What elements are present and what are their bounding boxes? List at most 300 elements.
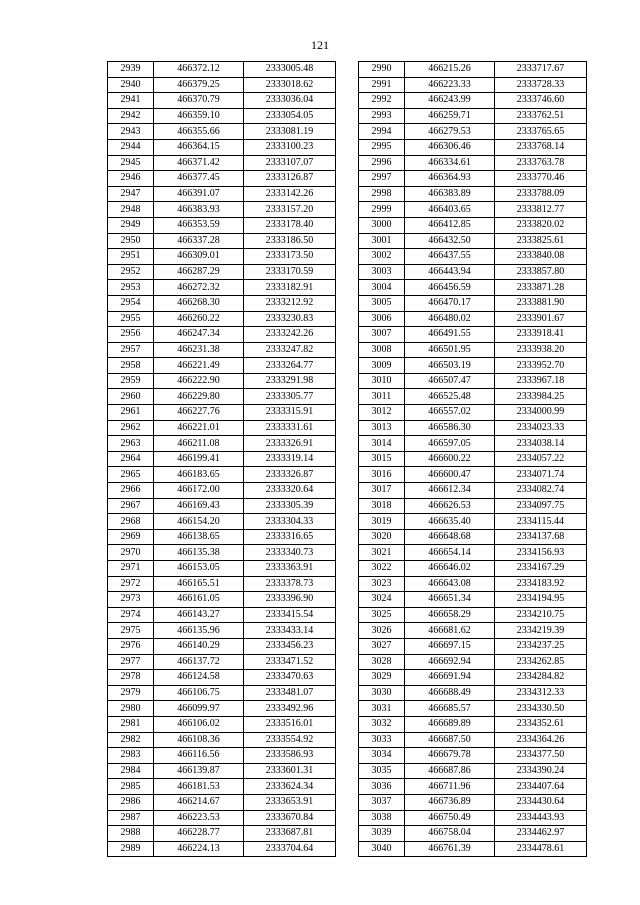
y-coordinate-cell: 2334097.75 [495, 498, 587, 514]
y-coordinate-cell: 2334183.92 [495, 576, 587, 592]
y-coordinate-cell: 2333470.63 [244, 670, 336, 686]
point-number-cell: 3000 [359, 217, 405, 233]
table-row [108, 295, 336, 311]
table-row [359, 373, 587, 389]
x-coordinate-cell: 466692.94 [405, 654, 495, 670]
x-coordinate-cell: 466140.29 [154, 638, 244, 654]
point-number-cell: 3008 [359, 342, 405, 358]
y-coordinate-cell: 2333100.23 [244, 139, 336, 155]
table-row [108, 607, 336, 623]
point-number-cell: 3031 [359, 701, 405, 717]
x-coordinate-cell: 466525.48 [405, 389, 495, 405]
table-row [108, 405, 336, 421]
point-number-cell: 2941 [108, 93, 154, 109]
x-coordinate-cell: 466491.55 [405, 327, 495, 343]
table-row [108, 373, 336, 389]
y-coordinate-cell: 2333320.64 [244, 483, 336, 499]
table-row [359, 685, 587, 701]
table-row [359, 638, 587, 654]
x-coordinate-cell: 466383.93 [154, 202, 244, 218]
table-row [108, 451, 336, 467]
x-coordinate-cell: 466648.68 [405, 529, 495, 545]
table-row [359, 139, 587, 155]
point-number-cell: 2944 [108, 139, 154, 155]
point-number-cell: 3007 [359, 327, 405, 343]
table-row [108, 794, 336, 810]
table-row [359, 841, 587, 857]
x-coordinate-cell: 466106.02 [154, 716, 244, 732]
y-coordinate-cell: 2334194.95 [495, 592, 587, 608]
y-coordinate-cell: 2333326.87 [244, 467, 336, 483]
x-coordinate-cell: 466687.86 [405, 763, 495, 779]
table-row [108, 592, 336, 608]
table-row [359, 607, 587, 623]
x-coordinate-cell: 466635.40 [405, 514, 495, 530]
x-coordinate-cell: 466372.12 [154, 62, 244, 78]
y-coordinate-cell: 2333768.14 [495, 139, 587, 155]
table-row [359, 280, 587, 296]
y-coordinate-cell: 2333901.67 [495, 311, 587, 327]
table-row [108, 420, 336, 436]
x-coordinate-cell: 466679.78 [405, 748, 495, 764]
x-coordinate-cell: 466229.80 [154, 389, 244, 405]
y-coordinate-cell: 2333624.34 [244, 779, 336, 795]
x-coordinate-cell: 466688.49 [405, 685, 495, 701]
y-coordinate-cell: 2334478.61 [495, 841, 587, 857]
y-coordinate-cell: 2333765.65 [495, 124, 587, 140]
point-number-cell: 2939 [108, 62, 154, 78]
table-row [359, 654, 587, 670]
y-coordinate-cell: 2333230.83 [244, 311, 336, 327]
table-row [108, 233, 336, 249]
table-row [108, 389, 336, 405]
point-number-cell: 3034 [359, 748, 405, 764]
y-coordinate-cell: 2333340.73 [244, 545, 336, 561]
y-coordinate-cell: 2333054.05 [244, 108, 336, 124]
point-number-cell: 2982 [108, 732, 154, 748]
table-row [359, 295, 587, 311]
table-row [359, 748, 587, 764]
y-coordinate-cell: 2333653.91 [244, 794, 336, 810]
x-coordinate-cell: 466691.94 [405, 670, 495, 686]
point-number-cell: 3037 [359, 794, 405, 810]
y-coordinate-cell: 2334352.61 [495, 716, 587, 732]
point-number-cell: 2963 [108, 436, 154, 452]
x-coordinate-cell: 466221.49 [154, 358, 244, 374]
point-number-cell: 2947 [108, 186, 154, 202]
point-number-cell: 3011 [359, 389, 405, 405]
y-coordinate-cell: 2333107.07 [244, 155, 336, 171]
point-number-cell: 2974 [108, 607, 154, 623]
x-coordinate-cell: 466116.56 [154, 748, 244, 764]
point-number-cell: 3013 [359, 420, 405, 436]
point-number-cell: 3020 [359, 529, 405, 545]
table-row [108, 561, 336, 577]
x-coordinate-cell: 466646.02 [405, 561, 495, 577]
x-coordinate-cell: 466183.65 [154, 467, 244, 483]
point-number-cell: 2950 [108, 233, 154, 249]
y-coordinate-cell: 2334462.97 [495, 826, 587, 842]
point-number-cell: 2969 [108, 529, 154, 545]
y-coordinate-cell: 2333142.26 [244, 186, 336, 202]
table-row [108, 498, 336, 514]
x-coordinate-cell: 466227.76 [154, 405, 244, 421]
table-row [108, 93, 336, 109]
point-number-cell: 2972 [108, 576, 154, 592]
point-number-cell: 2942 [108, 108, 154, 124]
x-coordinate-cell: 466181.53 [154, 779, 244, 795]
x-coordinate-cell: 466403.65 [405, 202, 495, 218]
table-row [108, 841, 336, 857]
table-row [359, 810, 587, 826]
y-coordinate-cell: 2333157.20 [244, 202, 336, 218]
y-coordinate-cell: 2333984.25 [495, 389, 587, 405]
x-coordinate-cell: 466287.29 [154, 264, 244, 280]
y-coordinate-cell: 2334023.33 [495, 420, 587, 436]
table-row [359, 249, 587, 265]
table-row [359, 436, 587, 452]
point-number-cell: 3030 [359, 685, 405, 701]
y-coordinate-cell: 2333770.46 [495, 171, 587, 187]
point-number-cell: 3021 [359, 545, 405, 561]
x-coordinate-cell: 466364.93 [405, 171, 495, 187]
y-coordinate-cell: 2333967.18 [495, 373, 587, 389]
table-row [108, 654, 336, 670]
y-coordinate-cell: 2333857.80 [495, 264, 587, 280]
y-coordinate-cell: 2333186.50 [244, 233, 336, 249]
point-number-cell: 2955 [108, 311, 154, 327]
point-number-cell: 3015 [359, 451, 405, 467]
table-row [108, 77, 336, 93]
y-coordinate-cell: 2333326.91 [244, 436, 336, 452]
x-coordinate-cell: 466654.14 [405, 545, 495, 561]
y-coordinate-cell: 2334156.93 [495, 545, 587, 561]
x-coordinate-cell: 466106.75 [154, 685, 244, 701]
y-coordinate-cell: 2334430.64 [495, 794, 587, 810]
x-coordinate-cell: 466383.89 [405, 186, 495, 202]
x-coordinate-cell: 466501.95 [405, 342, 495, 358]
y-coordinate-cell: 2333212.92 [244, 295, 336, 311]
y-coordinate-cell: 2333173.50 [244, 249, 336, 265]
table-row [108, 826, 336, 842]
point-number-cell: 2967 [108, 498, 154, 514]
table-row [108, 748, 336, 764]
point-number-cell: 2959 [108, 373, 154, 389]
table-row [359, 155, 587, 171]
x-coordinate-cell: 466135.96 [154, 623, 244, 639]
x-coordinate-cell: 466391.07 [154, 186, 244, 202]
y-coordinate-cell: 2334167.29 [495, 561, 587, 577]
point-number-cell: 3018 [359, 498, 405, 514]
y-coordinate-cell: 2333081.19 [244, 124, 336, 140]
x-coordinate-cell: 466139.87 [154, 763, 244, 779]
table-row [108, 62, 336, 78]
point-number-cell: 2970 [108, 545, 154, 561]
point-number-cell: 3025 [359, 607, 405, 623]
y-coordinate-cell: 2333242.26 [244, 327, 336, 343]
point-number-cell: 3002 [359, 249, 405, 265]
x-coordinate-cell: 466470.17 [405, 295, 495, 311]
x-coordinate-cell: 466334.61 [405, 155, 495, 171]
x-coordinate-cell: 466211.08 [154, 436, 244, 452]
table-row [108, 202, 336, 218]
table-row [108, 685, 336, 701]
table-row [108, 763, 336, 779]
table-row [359, 716, 587, 732]
point-number-cell: 3001 [359, 233, 405, 249]
x-coordinate-cell: 466643.08 [405, 576, 495, 592]
x-coordinate-cell: 466626.53 [405, 498, 495, 514]
y-coordinate-cell: 2334082.74 [495, 483, 587, 499]
point-number-cell: 3036 [359, 779, 405, 795]
point-number-cell: 2994 [359, 124, 405, 140]
point-number-cell: 2946 [108, 171, 154, 187]
table-row [359, 732, 587, 748]
point-number-cell: 3023 [359, 576, 405, 592]
table-row [359, 670, 587, 686]
x-coordinate-cell: 466371.42 [154, 155, 244, 171]
table-row [108, 779, 336, 795]
point-number-cell: 2977 [108, 654, 154, 670]
table-row [108, 171, 336, 187]
y-coordinate-cell: 2333762.51 [495, 108, 587, 124]
point-number-cell: 3003 [359, 264, 405, 280]
x-coordinate-cell: 466260.22 [154, 311, 244, 327]
x-coordinate-cell: 466228.77 [154, 826, 244, 842]
table-row [359, 592, 587, 608]
table-row [359, 233, 587, 249]
point-number-cell: 3027 [359, 638, 405, 654]
point-number-cell: 2986 [108, 794, 154, 810]
y-coordinate-cell: 2333304.33 [244, 514, 336, 530]
y-coordinate-cell: 2334219.39 [495, 623, 587, 639]
point-number-cell: 3017 [359, 483, 405, 499]
table-row [359, 264, 587, 280]
table-row [359, 358, 587, 374]
table-row [108, 327, 336, 343]
point-number-cell: 2971 [108, 561, 154, 577]
y-coordinate-cell: 2333331.61 [244, 420, 336, 436]
table-row [108, 638, 336, 654]
x-coordinate-cell: 466172.00 [154, 483, 244, 499]
point-number-cell: 2961 [108, 405, 154, 421]
table-row [108, 436, 336, 452]
table-row [108, 514, 336, 530]
x-coordinate-cell: 466309.01 [154, 249, 244, 265]
coordinate-table-left [107, 61, 336, 857]
y-coordinate-cell: 2333291.98 [244, 373, 336, 389]
point-number-cell: 2998 [359, 186, 405, 202]
y-coordinate-cell: 2333746.60 [495, 93, 587, 109]
table-row [108, 467, 336, 483]
point-number-cell: 2940 [108, 77, 154, 93]
table-row [359, 779, 587, 795]
coordinate-table-left-body [108, 62, 336, 857]
x-coordinate-cell: 466651.34 [405, 592, 495, 608]
table-row [108, 186, 336, 202]
y-coordinate-cell: 2334407.64 [495, 779, 587, 795]
x-coordinate-cell: 466586.30 [405, 420, 495, 436]
y-coordinate-cell: 2334210.75 [495, 607, 587, 623]
x-coordinate-cell: 466597.05 [405, 436, 495, 452]
table-row [359, 311, 587, 327]
y-coordinate-cell: 2333812.77 [495, 202, 587, 218]
point-number-cell: 2980 [108, 701, 154, 717]
x-coordinate-cell: 466214.67 [154, 794, 244, 810]
point-number-cell: 2973 [108, 592, 154, 608]
y-coordinate-cell: 2333820.02 [495, 217, 587, 233]
y-coordinate-cell: 2333471.52 [244, 654, 336, 670]
table-row [108, 264, 336, 280]
point-number-cell: 2976 [108, 638, 154, 654]
table-row [359, 483, 587, 499]
x-coordinate-cell: 466099.97 [154, 701, 244, 717]
point-number-cell: 2996 [359, 155, 405, 171]
x-coordinate-cell: 466272.32 [154, 280, 244, 296]
table-row [359, 576, 587, 592]
table-row [108, 529, 336, 545]
point-number-cell: 3004 [359, 280, 405, 296]
x-coordinate-cell: 466279.53 [405, 124, 495, 140]
y-coordinate-cell: 2333717.67 [495, 62, 587, 78]
x-coordinate-cell: 466135.38 [154, 545, 244, 561]
x-coordinate-cell: 466247.34 [154, 327, 244, 343]
y-coordinate-cell: 2334364.26 [495, 732, 587, 748]
x-coordinate-cell: 466689.89 [405, 716, 495, 732]
x-coordinate-cell: 466169.43 [154, 498, 244, 514]
y-coordinate-cell: 2334038.14 [495, 436, 587, 452]
x-coordinate-cell: 466687.50 [405, 732, 495, 748]
point-number-cell: 2968 [108, 514, 154, 530]
y-coordinate-cell: 2333586.93 [244, 748, 336, 764]
x-coordinate-cell: 466222.90 [154, 373, 244, 389]
point-number-cell: 2952 [108, 264, 154, 280]
point-number-cell: 2951 [108, 249, 154, 265]
table-row [108, 217, 336, 233]
table-row [359, 93, 587, 109]
point-number-cell: 2999 [359, 202, 405, 218]
y-coordinate-cell: 2333881.90 [495, 295, 587, 311]
page-number: 121 [311, 38, 329, 52]
table-row [359, 467, 587, 483]
point-number-cell: 2954 [108, 295, 154, 311]
y-coordinate-cell: 2334057.22 [495, 451, 587, 467]
table-row [108, 108, 336, 124]
y-coordinate-cell: 2333728.33 [495, 77, 587, 93]
point-number-cell: 3009 [359, 358, 405, 374]
point-number-cell: 3026 [359, 623, 405, 639]
table-row [359, 124, 587, 140]
table-row [108, 670, 336, 686]
point-number-cell: 2966 [108, 483, 154, 499]
y-coordinate-cell: 2333305.77 [244, 389, 336, 405]
x-coordinate-cell: 466223.33 [405, 77, 495, 93]
table-row [108, 716, 336, 732]
point-number-cell: 2991 [359, 77, 405, 93]
y-coordinate-cell: 2333018.62 [244, 77, 336, 93]
point-number-cell: 3019 [359, 514, 405, 530]
x-coordinate-cell: 466557.02 [405, 405, 495, 421]
table-row [359, 171, 587, 187]
y-coordinate-cell: 2333264.77 [244, 358, 336, 374]
point-number-cell: 2984 [108, 763, 154, 779]
y-coordinate-cell: 2333396.90 [244, 592, 336, 608]
table-row [108, 342, 336, 358]
y-coordinate-cell: 2333005.48 [244, 62, 336, 78]
y-coordinate-cell: 2333415.54 [244, 607, 336, 623]
y-coordinate-cell: 2333319.14 [244, 451, 336, 467]
table-row [108, 732, 336, 748]
x-coordinate-cell: 466224.13 [154, 841, 244, 857]
y-coordinate-cell: 2333316.65 [244, 529, 336, 545]
table-row [359, 794, 587, 810]
point-number-cell: 2978 [108, 670, 154, 686]
point-number-cell: 2960 [108, 389, 154, 405]
point-number-cell: 2981 [108, 716, 154, 732]
y-coordinate-cell: 2333247.82 [244, 342, 336, 358]
y-coordinate-cell: 2333170.59 [244, 264, 336, 280]
point-number-cell: 2975 [108, 623, 154, 639]
table-row [108, 358, 336, 374]
x-coordinate-cell: 466443.94 [405, 264, 495, 280]
point-number-cell: 3033 [359, 732, 405, 748]
point-number-cell: 2983 [108, 748, 154, 764]
point-number-cell: 2943 [108, 124, 154, 140]
point-number-cell: 3028 [359, 654, 405, 670]
y-coordinate-cell: 2334390.24 [495, 763, 587, 779]
x-coordinate-cell: 466221.01 [154, 420, 244, 436]
table-row [108, 576, 336, 592]
x-coordinate-cell: 466337.28 [154, 233, 244, 249]
point-number-cell: 3039 [359, 826, 405, 842]
table-row [359, 420, 587, 436]
point-number-cell: 2949 [108, 217, 154, 233]
y-coordinate-cell: 2334330.50 [495, 701, 587, 717]
y-coordinate-cell: 2333315.91 [244, 405, 336, 421]
point-number-cell: 2956 [108, 327, 154, 343]
y-coordinate-cell: 2334071.74 [495, 467, 587, 483]
x-coordinate-cell: 466750.49 [405, 810, 495, 826]
x-coordinate-cell: 466215.26 [405, 62, 495, 78]
table-row [359, 186, 587, 202]
table-row [359, 498, 587, 514]
point-number-cell: 3038 [359, 810, 405, 826]
table-row [108, 155, 336, 171]
y-coordinate-cell: 2333670.84 [244, 810, 336, 826]
y-coordinate-cell: 2333516.01 [244, 716, 336, 732]
y-coordinate-cell: 2334137.68 [495, 529, 587, 545]
point-number-cell: 3032 [359, 716, 405, 732]
x-coordinate-cell: 466154.20 [154, 514, 244, 530]
y-coordinate-cell: 2334262.85 [495, 654, 587, 670]
point-number-cell: 2945 [108, 155, 154, 171]
y-coordinate-cell: 2333840.08 [495, 249, 587, 265]
table-row [359, 342, 587, 358]
table-row [359, 389, 587, 405]
point-number-cell: 2985 [108, 779, 154, 795]
table-row [359, 514, 587, 530]
y-coordinate-cell: 2333871.28 [495, 280, 587, 296]
table-row [359, 108, 587, 124]
y-coordinate-cell: 2334237.25 [495, 638, 587, 654]
y-coordinate-cell: 2333788.09 [495, 186, 587, 202]
point-number-cell: 3016 [359, 467, 405, 483]
coordinate-table-right [358, 61, 587, 857]
x-coordinate-cell: 466364.15 [154, 139, 244, 155]
point-number-cell: 3029 [359, 670, 405, 686]
table-row [359, 701, 587, 717]
x-coordinate-cell: 466231.38 [154, 342, 244, 358]
